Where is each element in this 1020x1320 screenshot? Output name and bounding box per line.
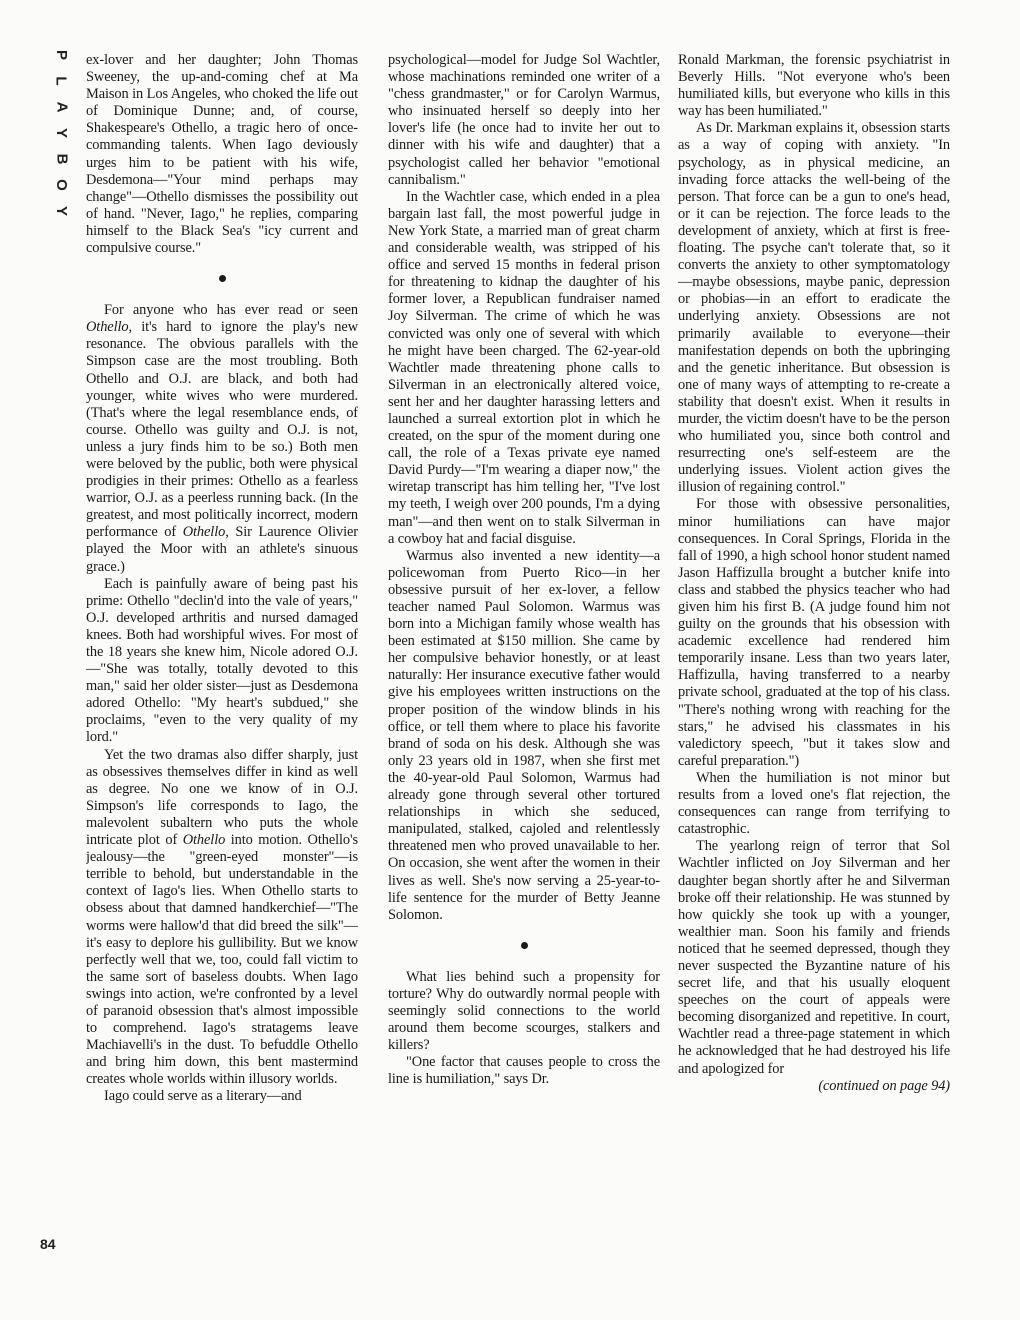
paragraph: As Dr. Markman explains it, obsession starts as a way of coping with anxiety. "In psychology, as in physical medicine, an invading force attacks the well-being of the person. That force can be a gun to one's head, or it can be rejection. The force leads to the development of anxiety, which at first is free-floating. The psyche can't tolerate that, so it converts the anxiety to other symptomatology—maybe obsessions, maybe panic, depression or phobias—in an effort to eradicate the underlying anxiety. Obsessions are not primarily available to everyone—their manifestation depends on both the upbringing and the genetic inheritance. But obsession is one of many ways of attempting to re-create a stability that doesn't exist. When it results in murder, the victim doesn't have to be the person who humiliated you, since both control and resurrecting one's self-esteem are the underlying issues. Violent action gives the illusion of regaining control." (678, 120, 950, 496)
page-number: 84 (40, 1236, 56, 1252)
paragraph: Warmus also invented a new identity—a policewoman from Puerto Rico—in her obsessive pursuit of her ex-lover, a fellow teacher named Paul Solomon. Warmus was born into a Michigan family whose wealth has been estimated at $150 million. She came by her compulsive behavior honestly, or at least naturally: Her insurance executive father would give his employees written instructions on the proper position of the window blinds in his office, or tell them where to place his favorite brand of soda on his desk. Although she was only 23 years old in 1987, when she first met the 40-year-old Paul Solomon, Warmus had already gone through several other tortured relationships in which she seduced, manipulated, stalked, cajoled and relentlessly threatened men who proved unavailable to her. On occasion, she went after the women in their lives as well. She's now serving a 25-year-to-life sentence for the murder of Betty Jeanne Solomon. (388, 547, 660, 923)
paragraph: The yearlong reign of terror that Sol Wachtler inflicted on Joy Silverman and her daughter began shortly after he and Silverman broke off their relationship. He was stunned by how quickly she took up with a younger, wealthier man. Soon his family and friends noticed that he seemed depressed, though they never suspected the Byzantine nature of his secret life, and that his usually eloquent speeches on the court of appeals were becoming disorganized and repetitive. In court, Wachtler read a three-page statement in which he acknowledged that he had destroyed his life and apologized for (678, 838, 950, 1077)
paragraph: Ronald Markman, the forensic psychiatrist in Beverly Hills. "Not everyone who's been humiliated kills, but everyone who kills in this way has been humiliated." (678, 52, 950, 120)
paragraph: For anyone who has ever read or seen Othello, it's hard to ignore the play's new resonance. The obvious parallels with the Simpson case are the most troubling. Both Othello and O.J. are black, and both had younger, white wives who were murdered. (That's where the legal resemblance ends, of course. Othello was guilty and O.J. is not, unless a jury finds him to be so.) Both men were beloved by the public, both were physical prodigies in their primes: Othello as a fearless warrior, O.J. as a peerless running back. (In the greatest, and most politically incorrect, modern performance of Othello, Sir Laurence Olivier played the Moor with an athlete's sinuous grace.) (86, 302, 358, 575)
paragraph: Each is painfully aware of being past his prime: Othello "declin'd into the vale of years," O.J. developed arthritis and nursed damaged knees. Both had worshipful wives. For most of the 18 years she knew him, Nicole adored O.J.—"She was totally, totally devoted to this man," said her older sister—just as Desdemona adored Othello: "My heart's subdued," she proclaims, "even to the very quality of my lord." (86, 575, 358, 746)
article-column-1 (86, 52, 358, 1262)
magazine-name: P L A Y B O Y (52, 49, 70, 217)
paragraph: What lies behind such a propensity for torture? Why do outwardly normal people with seemingly solid connections to the world around them become scourges, stalkers and killers? (388, 968, 660, 1054)
paragraph: psychological—model for Judge Sol Wachtler, whose machinations reminded one writer of a "chess grandmaster," or for Carolyn Warmus, who insinuated herself so deeply into her lover's life (he once had to invite her out to dinner with his wife and daughter) that a psychologist called her behavior "emotional cannibalism." (388, 52, 660, 188)
section-bullet (521, 942, 528, 949)
article-column-2 (388, 52, 660, 1262)
paragraph: In the Wachtler case, which ended in a plea bargain last fall, the most powerful judge in New York State, a married man of great charm and considerable wealth, was stripped of his office and served 15 months in federal prison for threatening to kidnap the daughter of his former lover, a Republican fundraiser named Joy Silverman. The crime of which he was convicted was only one of several with which he might have been charged. The 62-year-old Wachtler made threatening phone calls to Silverman in an electronically altered voice, sent her and her daughter harassing letters and launched a surreal extortion plot in which he created, on the spur of the moment during one call, the role of a Texas private eye named David Purdy—"I'm wearing a diaper now," the wiretap transcript has him telling her, "I've lost my teeth, I weigh over 200 pounds, I'm a dying man"—and then went on to stalk Silverman in a cowboy hat and facial disguise. (388, 188, 660, 547)
paragraph: Yet the two dramas also differ sharply, just as obsessives themselves differ in kind as well as degree. No one we know of in O.J. Simpson's life corresponds to Iago, the malevolent subaltern who puts the whole intricate plot of Othello into motion. Othello's jealousy—the "green-eyed monster"—is terrible to behold, but understandable in the context of Iago's lies. When Othello starts to obsess about that damned handkerchief—"The worms were hallow'd that did breed the silk"—it's easy to deplore his gullibility. But we know perfectly well that we, too, could fall victim to the same sort of baseless doubts. When Iago swings into action, we're confronted by a level of paranoid obsession that's almost impossible to comprehend. Iago's stratagems leave Machiavelli's in the dust. To befuddle Othello and bring him down, this bent mastermind creates whole worlds within illusory worlds. (86, 746, 358, 1088)
article-column-3 (678, 52, 950, 1262)
paragraph: For those with obsessive personalities, minor humiliations can have major consequences. In Coral Springs, Florida in the fall of 1990, a high school honor student named Jason Haffizulla brought a butcher knife into class and stabbed the physics teacher who had given him his first B. (A judge found him not guilty on the grounds that his obsession with academic excellence had rendered him temporarily insane. Less than two years later, Haffizulla, having transferred to a nearby private school, graduated at the top of his class. "There's nothing wrong with reaching for the stars," he advised his classmates in his valedictory speech, "but it takes slow and careful preparation.") (678, 496, 950, 769)
paragraph: "One factor that causes people to cross the line is humiliation," says Dr. (388, 1054, 660, 1088)
paragraph: When the humiliation is not minor but results from a loved one's flat rejection, the consequences can range from terrifying to catastrophic. (678, 769, 950, 838)
paragraph: Iago could serve as a literary—and (104, 1088, 302, 1105)
section-bullet (219, 275, 226, 282)
paragraph: ex-lover and her daughter; John Thomas Sweeney, the up-and-coming chef at Ma Maison in Los Angeles, who choked the life out of Dominique Dunne; and, of course, Shakespeare's Othello, a tragic hero of once-commanding talents. When Iago deviously urges him to be patient with his wife, Desdemona—"Your mind perhaps may change"—Othello dismisses the possibility out of hand. "Never, Iago," he replies, comparing himself to the Black Sea's "icy current and compulsive course." (86, 52, 358, 257)
continued-note: (continued on page 94) (818, 1077, 950, 1094)
